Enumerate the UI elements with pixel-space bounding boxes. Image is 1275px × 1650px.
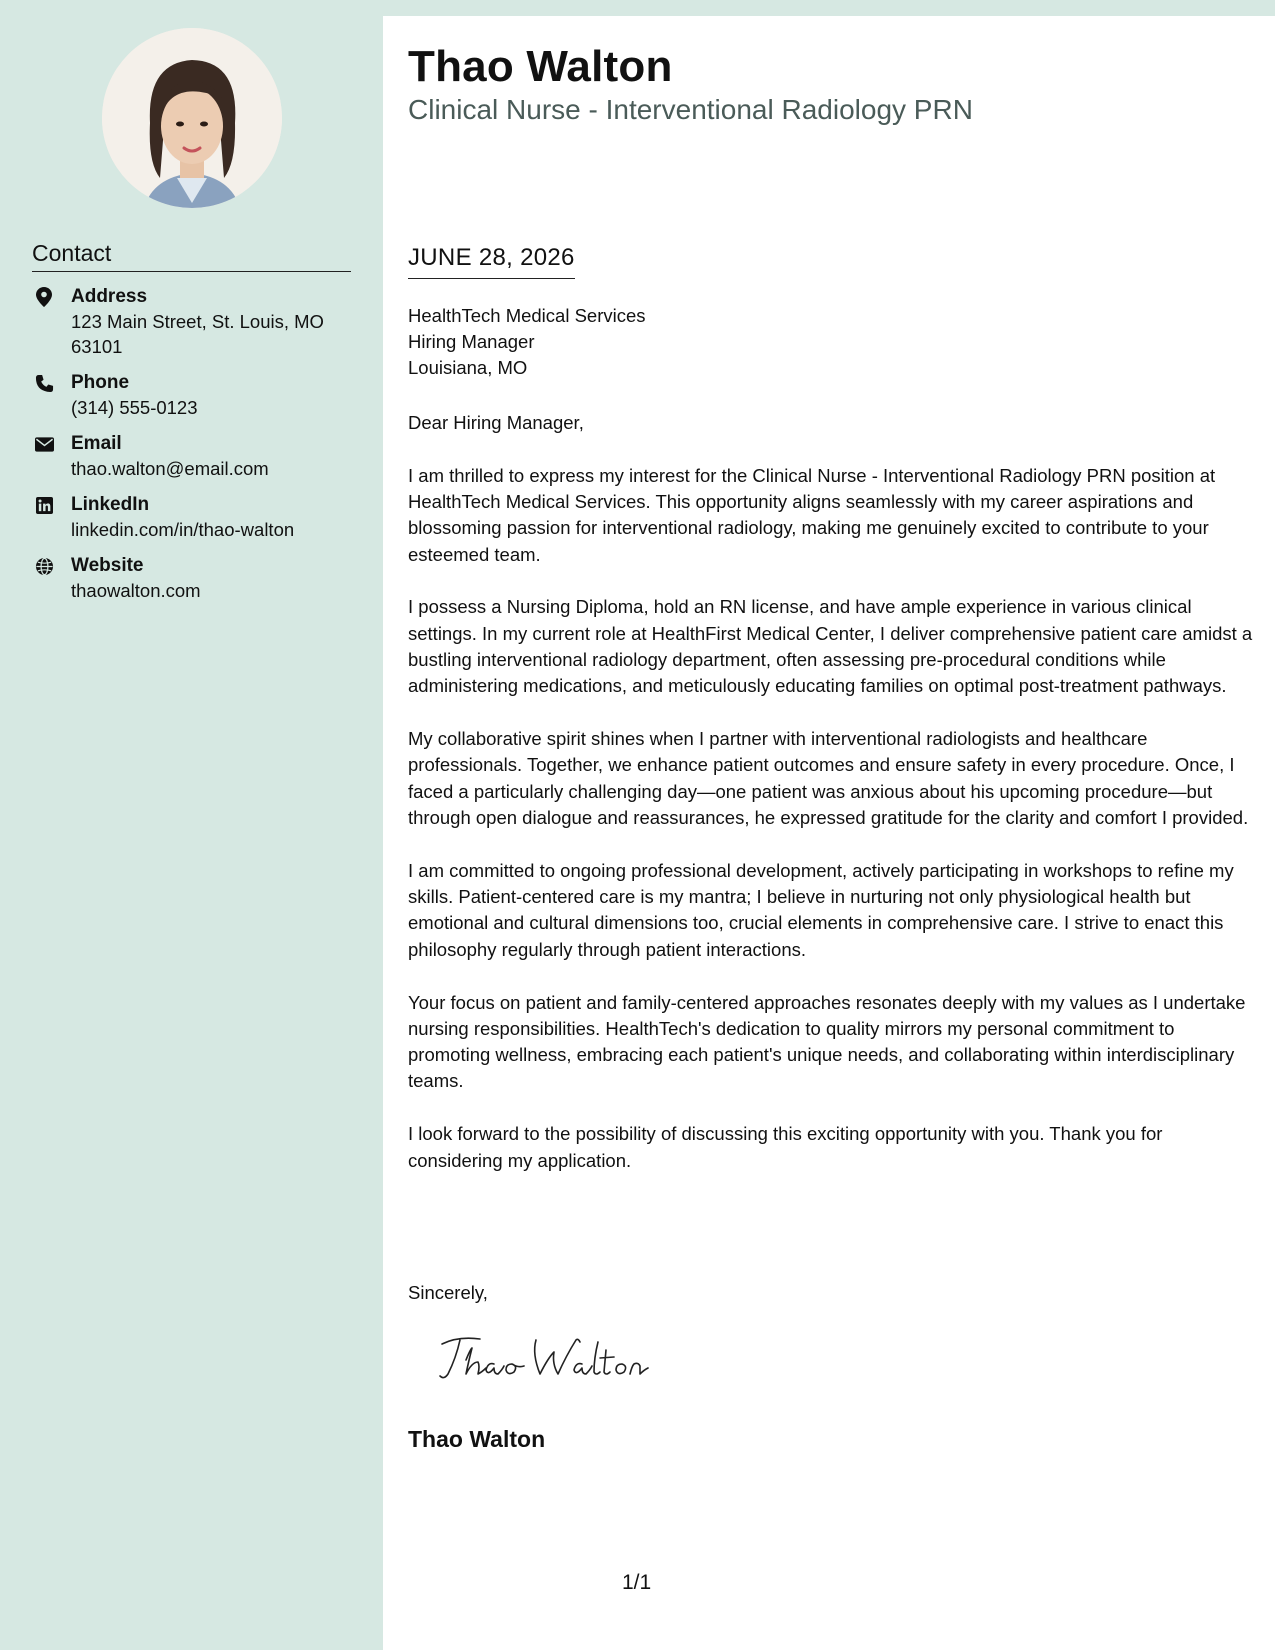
contact-label: Phone [71,372,130,393]
map-pin-icon [34,287,54,307]
contact-item-address [32,285,362,359]
contact-value: (314) 555-0123 [71,397,198,418]
recipient-block [408,303,646,381]
letter-body [408,410,1253,1200]
contact-list [32,285,362,615]
linkedin-icon [34,495,54,515]
contact-item-linkedin [32,493,362,542]
job-title: Clinical Nurse - Interventional Radiology PRN [408,94,973,125]
contact-item-phone [32,371,362,420]
letter-date: JUNE 28, 2026 [408,244,575,279]
contact-value: thao.walton@email.com [71,458,269,479]
profile-photo [102,28,282,208]
recipient-title: Hiring Manager [408,331,535,352]
contact-label: LinkedIn [71,494,150,515]
recipient-location: Louisiana, MO [408,357,528,378]
handwritten-signature [436,1330,656,1390]
contact-value: 123 Main Street, St. Louis, MO 63101 [71,311,324,357]
page-number: 1/1 [622,1571,652,1594]
applicant-name: Thao Walton [408,42,673,91]
closing: Sincerely, [408,1282,488,1303]
signed-name: Thao Walton [408,1426,546,1452]
recipient-company: HealthTech Medical Services [408,305,646,326]
contact-label: Email [71,433,122,454]
globe-icon [34,556,54,576]
body-paragraph: I am committed to ongoing professional development, actively participating in workshops to refine my skills. Patient-centered care is my mantra; I believe in nurturing not only physiological health but emotional and cultural dimensions too, crucial elements in comprehensive care. I strive to enact this philosophy regularly through patient interactions. [408,859,1234,960]
contact-item-email [32,432,362,481]
contact-value: thaowalton.com [71,580,201,601]
contact-item-website [32,554,362,603]
contact-value: linkedin.com/in/thao-walton [71,519,295,540]
phone-icon [34,373,54,393]
sidebar [0,0,383,1650]
body-paragraph: My collaborative spirit shines when I partner with interventional radiologists and healthcare professionals. Together, we enhance patient outcomes and ensure safety in every procedure. Once, I faced a particularly challenging day—one patient was anxious about his upcoming procedure—but through open dialogue and reassurances, he expressed gratitude for the clarity and comfort I provided. [408,728,1249,829]
body-paragraph: Your focus on patient and family-centered approaches resonates deeply with my values as I undertake nursing responsibilities. HealthTech's dedication to quality mirrors my personal commitment to promoting wellness, embracing each patient's unique needs, and collaborating within interdisciplinary teams. [408,991,1246,1092]
contact-heading: Contact [32,240,351,272]
envelope-icon [34,434,54,454]
salutation: Dear Hiring Manager, [408,412,584,433]
body-paragraph: I am thrilled to express my interest for the Clinical Nurse - Interventional Radiology PRN position at HealthTech Medical Services. This opportunity aligns seamlessly with my career aspirations and blossoming passion for interventional radiology, making me genuinely excited to contribute to your esteemed team. [408,464,1216,565]
body-paragraph: I possess a Nursing Diploma, hold an RN license, and have ample experience in various clinical settings. In my current role at HealthFirst Medical Center, I deliver comprehensive patient care amidst a bustling interventional radiology department, often assessing pre-procedural conditions while administering medications, and meticulously educating families on optimal post-treatment pathways. [408,596,1253,697]
contact-label: Address [71,286,148,307]
body-paragraph: I look forward to the possibility of discussing this exciting opportunity with you. Thank you for considering my application. [408,1123,1163,1171]
contact-label: Website [71,555,144,576]
